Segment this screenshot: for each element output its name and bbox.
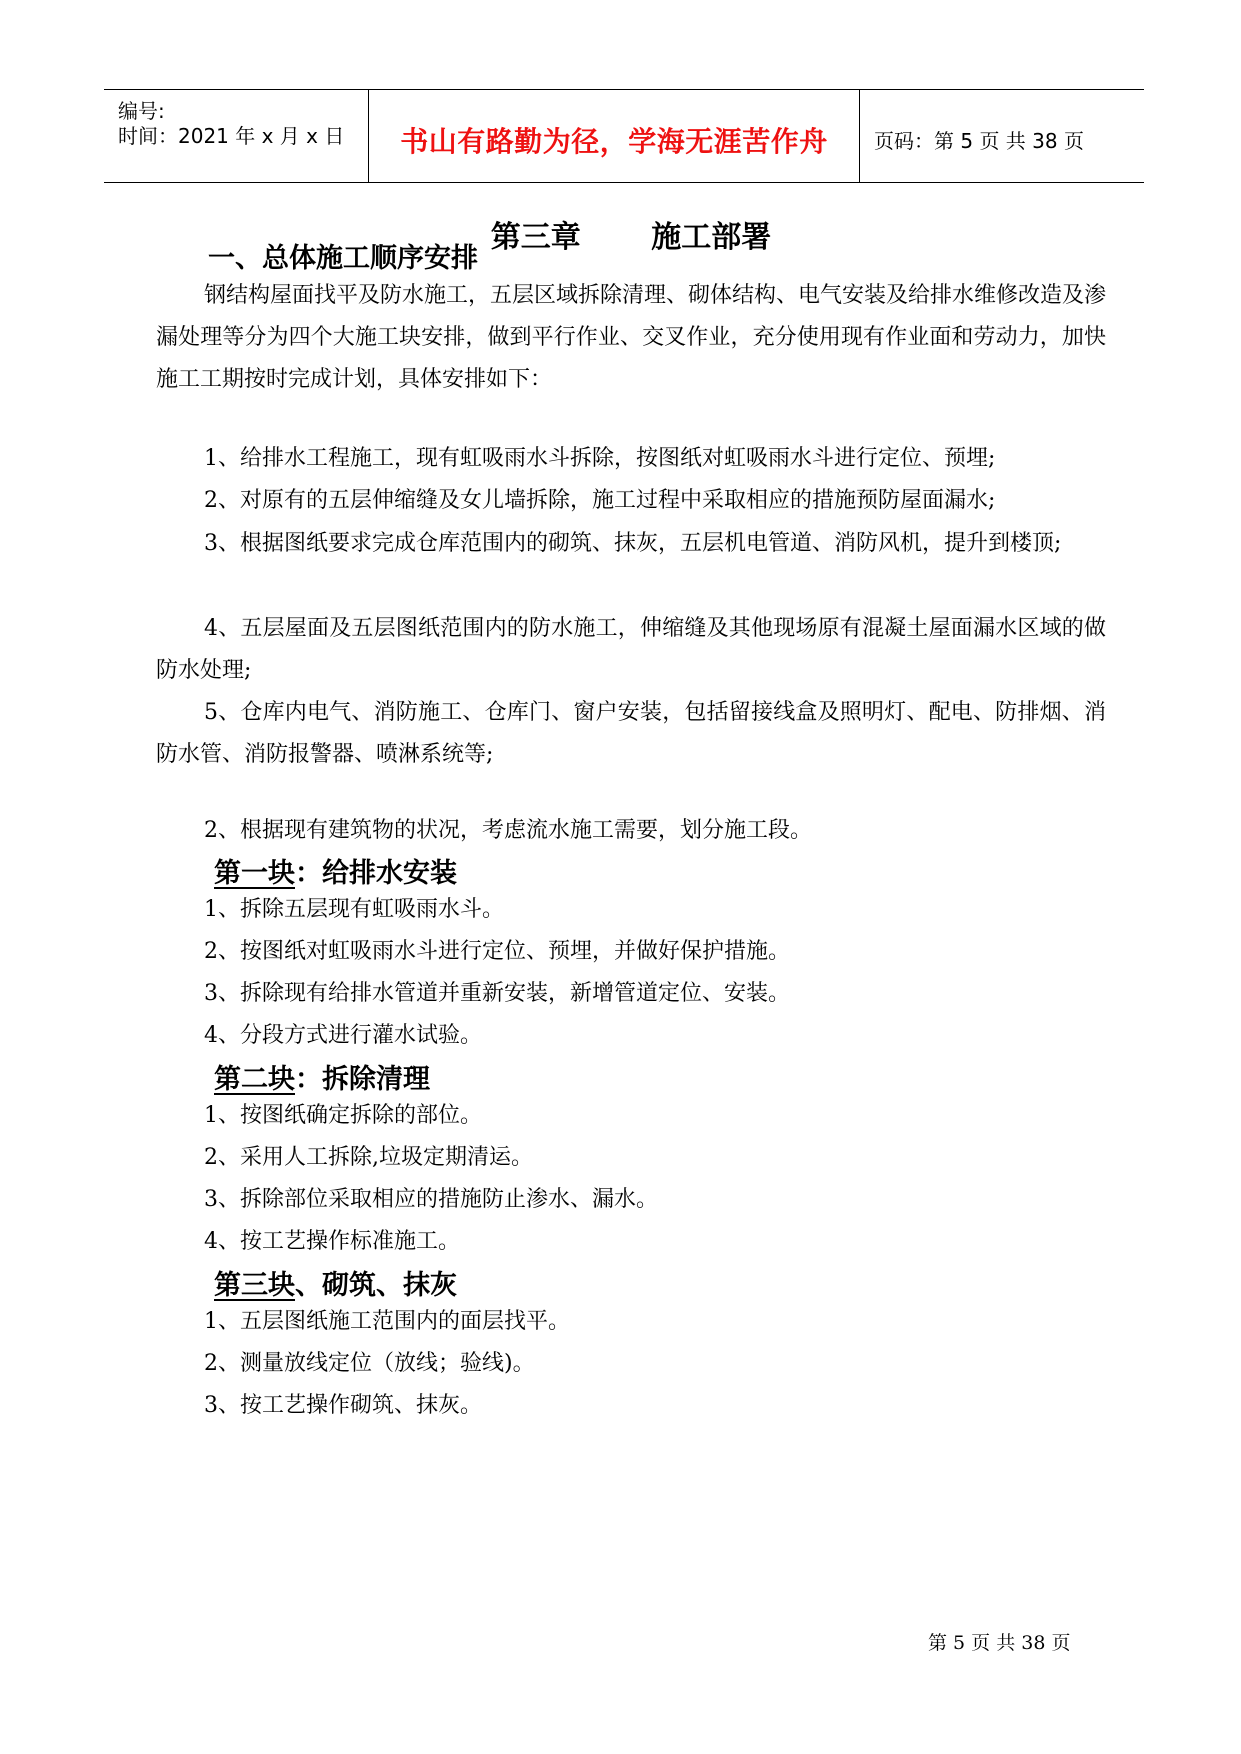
list-item: 1、拆除五层现有虹吸雨水斗。 — [204, 897, 504, 922]
list-item: 4、按工艺操作标准施工。 — [204, 1229, 460, 1254]
section-title: 一、总体施工顺序安排 — [208, 243, 478, 274]
list-item: 1、给排水工程施工，现有虹吸雨水斗拆除，按图纸对虹吸雨水斗进行定位、预埋; — [204, 446, 996, 471]
block-title — [214, 1263, 1164, 1302]
list-item: 1、按图纸确定拆除的部位。 — [204, 1103, 482, 1128]
list-item: 1、五层图纸施工范围内的面层找平。 — [204, 1309, 570, 1334]
list-item: 3、按工艺操作砌筑、抹灰。 — [204, 1393, 482, 1418]
list-item: 2、测量放线定位（放线；验线)。 — [204, 1351, 535, 1376]
block-title-text: 、砌筑、抹灰 — [295, 1270, 457, 1301]
header-motto: 书山有路勤为径，学海无涯苦作舟 — [400, 125, 828, 158]
chapter-title: 第三章 施工部署 — [490, 220, 772, 255]
serial-label: 编号: — [118, 99, 165, 123]
header-page-code: 页码：第 5 页 共 38 页 — [874, 129, 1084, 153]
header-page-cell — [860, 90, 1144, 182]
time-label: 时间：2021 年 x 月 x 日 — [118, 124, 345, 148]
list-item: 4、五层屋面及五层图纸范围内的防水施工，伸缩缝及其他现场原有混凝土屋面漏水区域的做防水处理; — [156, 616, 1106, 683]
list-item: 3、拆除现有给排水管道并重新安装，新增管道定位、安装。 — [204, 981, 790, 1006]
list-item: 2、根据现有建筑物的状况，考虑流水施工需要，划分施工段。 — [204, 818, 812, 843]
page-header — [104, 89, 1144, 183]
block-label: 第二块 — [214, 1064, 295, 1095]
block-title-text: ：给排水安装 — [295, 858, 457, 889]
header-meta-cell — [104, 90, 368, 182]
list-item: 5、仓库内电气、消防施工、仓库门、窗户安装，包括留接线盒及照明灯、配电、防排烟、消防水管、消防报警器、喷淋系统等; — [156, 700, 1106, 767]
intro-paragraph: 钢结构屋面找平及防水施工，五层区域拆除清理、砌体结构、电气安装及给排水维修改造及渗漏处理等分为四个大施工块安排，做到平行作业、交叉作业，充分使用现有作业面和劳动力，加快施工工期按时完成计划，具体安排如下： — [156, 283, 1107, 392]
block-label: 第一块 — [214, 858, 295, 889]
page-footer: 第 5 页 共 38 页 — [928, 1632, 1071, 1654]
header-motto-cell — [368, 90, 860, 182]
list-item: 3、根据图纸要求完成仓库范围内的砌筑、抹灰，五层机电管道、消防风机，提升到楼顶; — [204, 531, 1062, 556]
list-item: 3、拆除部位采取相应的措施防止渗水、漏水。 — [204, 1187, 658, 1212]
list-item: 2、按图纸对虹吸雨水斗进行定位、预埋，并做好保护措施。 — [204, 939, 790, 964]
block-title — [214, 1057, 1164, 1096]
block-title-text: ：拆除清理 — [295, 1064, 430, 1095]
list-item: 2、采用人工拆除,垃圾定期清运。 — [204, 1145, 533, 1170]
block-title — [214, 851, 1164, 890]
list-item: 2、对原有的五层伸缩缝及女儿墙拆除，施工过程中采取相应的措施预防屋面漏水; — [204, 488, 996, 513]
list-item: 4、分段方式进行灌水试验。 — [204, 1023, 482, 1048]
block-label: 第三块 — [214, 1270, 295, 1301]
